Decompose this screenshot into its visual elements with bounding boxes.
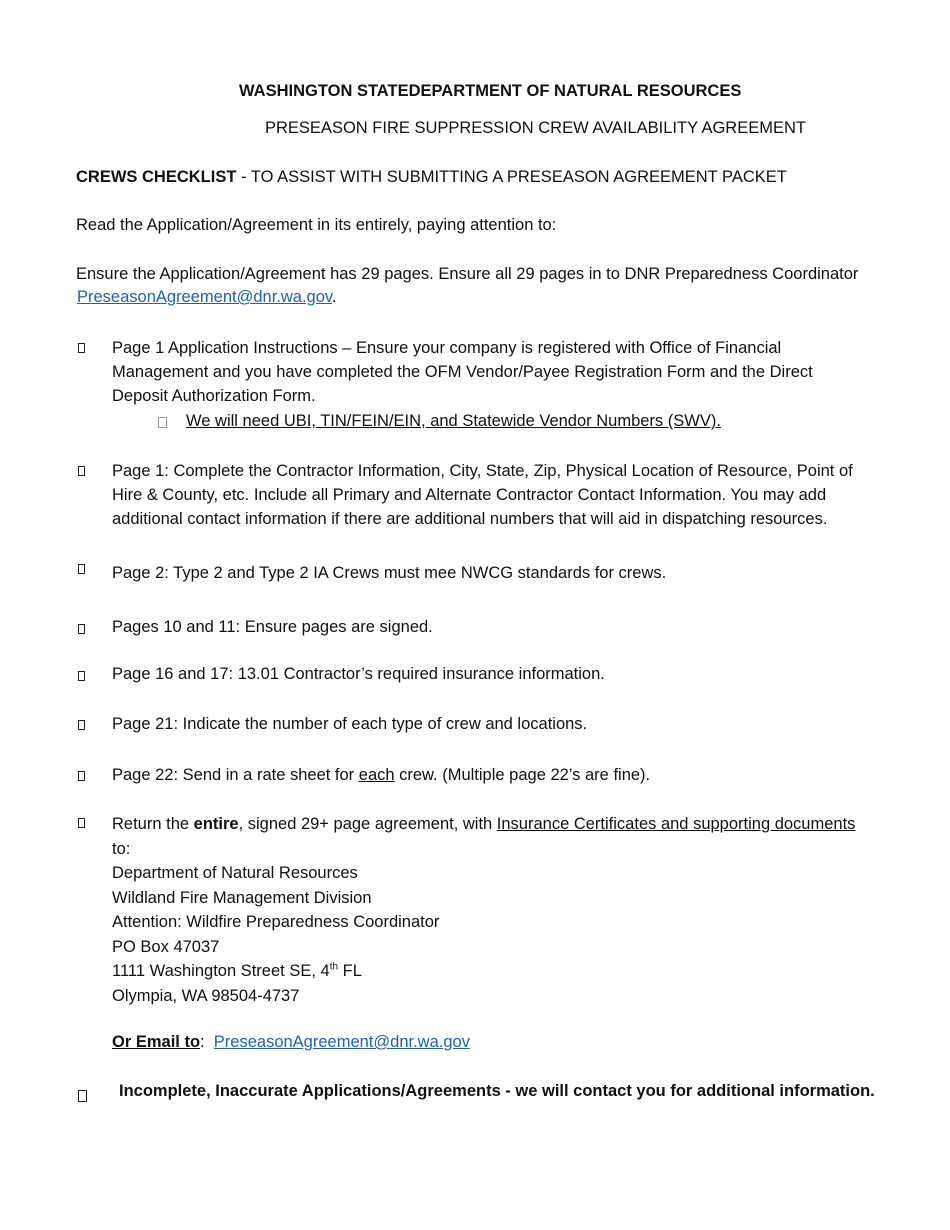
address-line: Department of Natural Resources bbox=[112, 864, 358, 882]
return-entire: entire bbox=[193, 815, 239, 833]
checkbox-return[interactable] bbox=[78, 818, 85, 828]
checkbox-incomplete[interactable] bbox=[78, 1090, 87, 1102]
checkbox-page21[interactable] bbox=[78, 720, 85, 730]
item-page16-17: Page 16 and 17: 13.01 Contractor’s required insurance information. bbox=[112, 665, 605, 683]
item-page1-instructions bbox=[112, 336, 813, 408]
intro-email-line bbox=[77, 288, 337, 307]
or-email-line bbox=[112, 1033, 470, 1052]
checklist-heading-bold: CREWS CHECKLIST bbox=[76, 168, 237, 186]
agreement-title: PRESEASON FIRE SUPPRESSION CREW AVAILABILITY AGREEMENT bbox=[265, 119, 806, 137]
item-page1-instructions-line: Management and you have completed the OFM Vendor/Payee Registration Form and the Direct bbox=[112, 363, 813, 381]
address-line: Attention: Wildfire Preparedness Coordinator bbox=[112, 913, 440, 931]
ensure-pages-text: Ensure the Application/Agreement has 29 pages. Ensure all 29 pages in to DNR Preparedness Coordinator bbox=[76, 265, 859, 283]
checkbox-page2[interactable] bbox=[78, 564, 85, 574]
return-prefix: Return the bbox=[112, 815, 194, 833]
item-page1-contractor-line: Hire & County, etc. Include all Primary and Alternate Contractor Contact Information. You may add bbox=[112, 486, 827, 504]
item-page2: Page 2: Type 2 and Type 2 IA Crews must mee NWCG standards for crews. bbox=[112, 564, 667, 582]
or-email-link[interactable]: PreseasonAgreement@dnr.wa.gov bbox=[213, 1033, 470, 1051]
return-middle: , signed 29+ page agreement, with bbox=[238, 815, 497, 833]
return-to: to: bbox=[112, 839, 131, 858]
street-sup: th bbox=[329, 961, 339, 973]
item-page22-after: crew. (Multiple page 22’s are fine). bbox=[394, 766, 651, 784]
item-return bbox=[112, 812, 855, 1008]
intro-email-link[interactable]: PreseasonAgreement@dnr.wa.gov bbox=[77, 288, 332, 306]
or-email-label: Or Email to bbox=[112, 1033, 201, 1051]
checklist-heading-rest: - TO ASSIST WITH SUBMITTING A PRESEASON AGREEMENT PACKET bbox=[236, 168, 787, 186]
sub-item-vendor-numbers: We will need UBI, TIN/FEIN/EIN, and Statewide Vendor Numbers (SWV). bbox=[186, 412, 721, 430]
address-line: PO Box 47037 bbox=[112, 937, 220, 956]
item-page1-instructions-line: Deposit Authorization Form. bbox=[112, 387, 316, 405]
read-instruction: Read the Application/Agreement in its entirely, paying attention to: bbox=[76, 216, 557, 234]
item-page1-contractor-line: Page 1: Complete the Contractor Information, City, State, Zip, Physical Location of Resource, Point of bbox=[112, 462, 853, 480]
street-before: 1111 Washington Street SE, 4 bbox=[112, 962, 330, 980]
item-page22-each: each bbox=[358, 766, 395, 784]
item-page1-contractor-line: additional contact information if there are additional numbers that will aid in dispatching resources. bbox=[112, 510, 828, 528]
street-after: FL bbox=[338, 962, 362, 980]
agency-title: WASHINGTON STATEDEPARTMENT OF NATURAL RESOURCES bbox=[239, 82, 742, 100]
checkbox-page1-instructions[interactable] bbox=[78, 343, 85, 353]
return-line bbox=[112, 812, 855, 837]
item-page22-before: Page 22: Send in a rate sheet for bbox=[112, 766, 359, 784]
checkbox-vendor-numbers[interactable] bbox=[158, 417, 167, 428]
item-pages10-11: Pages 10 and 11: Ensure pages are signed. bbox=[112, 618, 433, 636]
address-line: Wildland Fire Management Division bbox=[112, 888, 372, 907]
checkbox-page16-17[interactable] bbox=[78, 671, 85, 681]
or-email-colon: : bbox=[200, 1033, 214, 1051]
item-page22 bbox=[112, 766, 650, 785]
item-incomplete: Incomplete, Inaccurate Applications/Agreements - we will contact you for additional information. bbox=[119, 1082, 875, 1100]
address-line-street bbox=[112, 959, 855, 984]
checkbox-pages10-11[interactable] bbox=[78, 624, 85, 634]
return-insurance: Insurance Certificates and supporting documents bbox=[496, 815, 856, 833]
item-page1-contractor bbox=[112, 459, 853, 531]
checkbox-page1-contractor[interactable] bbox=[78, 466, 85, 476]
intro-period: . bbox=[331, 288, 337, 306]
address-line: Olympia, WA 98504-4737 bbox=[112, 986, 300, 1005]
item-page1-instructions-line: Page 1 Application Instructions – Ensure your company is registered with Office of Financial bbox=[112, 339, 782, 357]
checklist-heading bbox=[76, 168, 787, 187]
checkbox-page22[interactable] bbox=[78, 771, 85, 781]
item-page21: Page 21: Indicate the number of each type of crew and locations. bbox=[112, 715, 588, 733]
